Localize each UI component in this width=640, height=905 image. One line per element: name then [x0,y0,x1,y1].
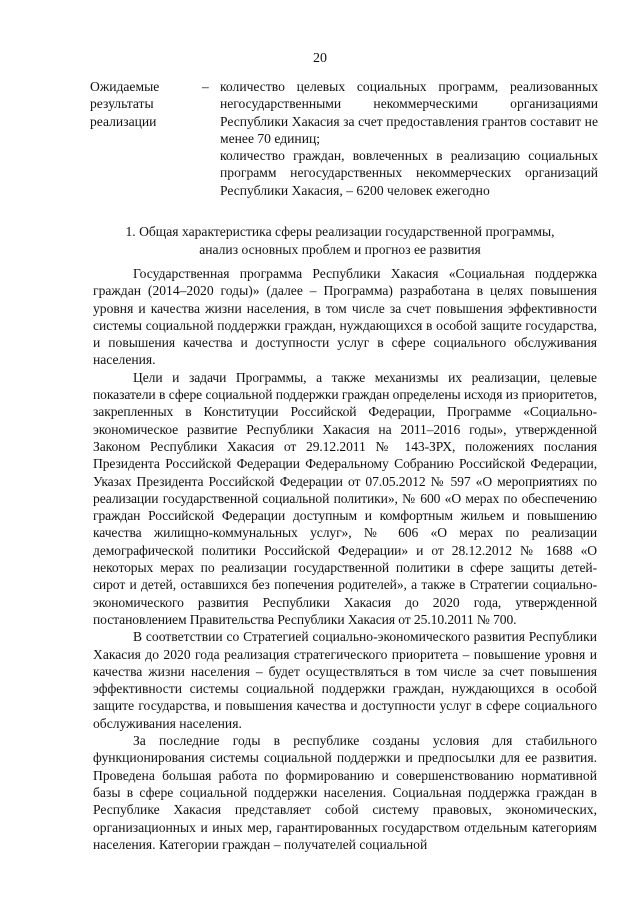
body-paragraph: В соответствии со Стратегией социально-экономического развития Республики Хакасия до 2020 года реализация стратегического приоритета – повышение уровня и качества жизни населения – будет осуществляться в том числе за счет повышения эффективности системы социальной поддержки граждан, нуждающихся в особой защите государства, и повышения качества и доступности услуг в сфере социального обслуживания населения. [93,629,597,731]
body-text [93,265,597,853]
expected-result-item: количество целевых социальных программ, реализованных негосударственными некоммерческими организациями Республики Хакасия за счет предоставления грантов составит не менее 70 единиц; [220,79,598,146]
label-line: реализации [90,113,157,129]
body-paragraph: Государственная программа Республики Хакасия «Социальная поддержка граждан (2014–2020 годы)» (далее – Программа) разработана в целях повышения уровня и качества жизни населения, в том числе за счет повышения эффективности системы социальной поддержки граждан, нуждающихся в особой защите государства, и повышения качества и доступности услуг в сфере социального обслуживания населения. [93,266,597,368]
expected-result-item: количество граждан, вовлеченных в реализацию социальных программ негосударственных некоммерческих организаций Республики Хакасия, – 6200 человек ежегодно [220,148,598,198]
page-number: 20 [313,51,327,66]
section-heading-line: анализ основных проблем и прогноз ее развития [199,242,481,257]
body-paragraph: Цели и задачи Программы, а также механизмы их реализации, целевые показатели в сфере социальной поддержки граждан определены исходя из приоритетов, закрепленных в Конституции Российской Федерации, Программе «Социально-экономическое развитие Республики Хакасия на 2011–2016 годы», утвержденной Законом Республики Хакасия от 29.12.2011 № 143-ЗРХ, положениях послания Президента Российской Федерации Федеральному Собранию Российской Федерации, Указах Президента Российской Федерации от 07.05.2012 № 597 «О мероприятиях по реализации государственной социальной политики», № 600 «О мерах по обеспечению граждан Российской Федерации доступным и комфортным жильем и повышению качества жилищно-коммунальных услуг», № 606 «О мерах по реализации демографической политики Российской Федерации» и от 28.12.2012 № 1688 «О некоторых мерах по реализации государственной политики в сфере защиты детей-сирот и детей, оставшихся без попечения родителей», а также в Стратегии социально-экономического развития Республики Хакасия до 2020 года, утвержденной постановлением Правительства Республики Хакасия от 25.10.2011 № 700. [93,369,597,627]
label-dash: – [202,79,209,94]
body-paragraph: За последние годы в республике созданы условия для стабильного функционирования системы социальной поддержки и предпосылки для ее развития. Проведена большая работа по формированию и совершенствованию нормативной базы в сфере социальной поддержки населения. Социальная поддержка граждан в Республике Хакасия представляет собой систему правовых, экономических, организационных и иных мер, гарантированных государством отдельным категориям населения. Категории граждан – получателей социальной [93,733,597,852]
expected-results-values [220,78,598,199]
label-line: Ожидаемые [90,79,160,94]
section-heading [95,223,585,259]
section-heading-line: 1. Общая характеристика сферы реализации государственной программы, [125,224,555,239]
label-line: результаты [90,96,154,112]
expected-results-label [90,78,200,130]
